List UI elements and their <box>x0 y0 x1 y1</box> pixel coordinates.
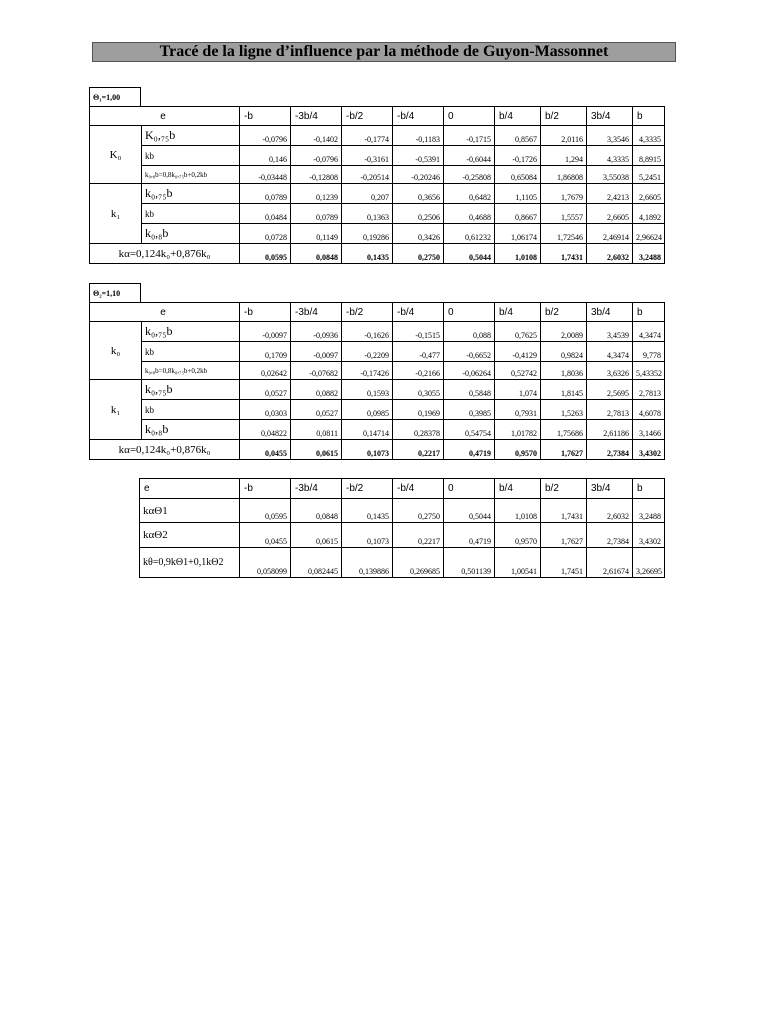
group-label-k0: k₀ <box>90 322 142 380</box>
col-header: b/4 <box>495 479 541 499</box>
cell: 1,8145 <box>541 380 587 400</box>
cell: 1,7627 <box>541 523 587 548</box>
cell: 3,55038 <box>587 166 633 184</box>
influence-table-theta-2 <box>89 302 665 460</box>
col-header: b/4 <box>495 107 541 126</box>
cell: 0,1435 <box>342 499 393 523</box>
cell: 0,4719 <box>444 440 495 460</box>
col-header-e: e <box>140 479 240 499</box>
cell: 0,1709 <box>240 342 291 362</box>
table-row <box>90 362 665 380</box>
cell: -0,1726 <box>495 146 541 166</box>
cell: 2,6605 <box>633 184 665 204</box>
cell: 0,0985 <box>342 400 393 420</box>
cell: 3,26695 <box>633 548 665 578</box>
cell: 1,294 <box>541 146 587 166</box>
table-row <box>140 548 665 578</box>
cell: 0,5044 <box>444 499 495 523</box>
ktheta-row <box>90 244 665 264</box>
cell: 1,01782 <box>495 420 541 440</box>
ktheta-row <box>90 440 665 460</box>
cell: 0,4688 <box>444 204 495 224</box>
theta-1-label: Θ₁=1,00 <box>89 87 141 107</box>
row-label: k₀,₈b <box>142 420 240 440</box>
cell: 2,46914 <box>587 224 633 244</box>
cell: 0,1239 <box>291 184 342 204</box>
cell: 2,6032 <box>587 244 633 264</box>
cell: -0,06264 <box>444 362 495 380</box>
cell: -0,12808 <box>291 166 342 184</box>
cell: 2,6605 <box>587 204 633 224</box>
row-label: K₀,₇₅b <box>142 126 240 146</box>
col-header: 3b/4 <box>587 303 633 322</box>
cell: -0,1715 <box>444 126 495 146</box>
cell: 0,02642 <box>240 362 291 380</box>
cell: 1,5557 <box>541 204 587 224</box>
cell: 0,4719 <box>444 523 495 548</box>
cell: 0,8567 <box>495 126 541 146</box>
cell: 0,0848 <box>291 499 342 523</box>
col-header: 3b/4 <box>587 479 633 499</box>
cell: 0,0789 <box>240 184 291 204</box>
cell: 2,6032 <box>587 499 633 523</box>
cell: 0,088 <box>444 322 495 342</box>
cell: -0,0796 <box>291 146 342 166</box>
col-header-e: e <box>90 303 240 322</box>
cell: 3,4302 <box>633 523 665 548</box>
cell: -0,1626 <box>342 322 393 342</box>
table-row <box>90 166 665 184</box>
cell: 1,0108 <box>495 244 541 264</box>
row-label: k₀,₈b=0,8k₀,₇₅b+0,2kb <box>142 362 240 380</box>
cell: 2,0116 <box>541 126 587 146</box>
header-row <box>90 107 665 126</box>
cell: 0,1073 <box>342 523 393 548</box>
cell: -0,20514 <box>342 166 393 184</box>
cell: -0,1774 <box>342 126 393 146</box>
influence-table-theta-1 <box>89 106 665 264</box>
cell: 4,6078 <box>633 400 665 420</box>
theta-2-label: Θ₂=1,10 <box>89 283 141 303</box>
col-header: -b/4 <box>393 107 444 126</box>
cell: 4,3474 <box>587 342 633 362</box>
cell: 0,19286 <box>342 224 393 244</box>
header-row <box>90 303 665 322</box>
cell: 2,61186 <box>587 420 633 440</box>
cell: 2,7813 <box>633 380 665 400</box>
cell: 0,0303 <box>240 400 291 420</box>
cell: 1,7679 <box>541 184 587 204</box>
col-header: b/4 <box>495 303 541 322</box>
col-header: 3b/4 <box>587 107 633 126</box>
cell: 0,2217 <box>393 523 444 548</box>
col-header: -b <box>240 107 291 126</box>
col-header: -b <box>240 303 291 322</box>
table-row <box>140 499 665 523</box>
cell: 1,0108 <box>495 499 541 523</box>
cell: 8,8915 <box>633 146 665 166</box>
cell: 1,7451 <box>541 548 587 578</box>
cell: 0,0615 <box>291 440 342 460</box>
cell: 4,3474 <box>633 322 665 342</box>
cell: 0,501139 <box>444 548 495 578</box>
cell: -0,1183 <box>393 126 444 146</box>
cell: 0,058099 <box>240 548 291 578</box>
cell: 0,7625 <box>495 322 541 342</box>
cell: 2,96624 <box>633 224 665 244</box>
cell: 1,7431 <box>541 499 587 523</box>
table-row <box>90 146 665 166</box>
table-row <box>90 126 665 146</box>
cell: 5,2451 <box>633 166 665 184</box>
row-label: k₀,₈b=0,8k₀,₇₅b+0,2kb <box>142 166 240 184</box>
combination-table <box>139 478 665 578</box>
col-header: b/2 <box>541 303 587 322</box>
ktheta-label: kα=0,124k₀+0,876k₀ <box>90 440 240 460</box>
cell: 2,4213 <box>587 184 633 204</box>
cell: -0,5391 <box>393 146 444 166</box>
cell: 3,4539 <box>587 322 633 342</box>
cell: -0,0097 <box>240 322 291 342</box>
row-label: k₀,₈b <box>142 224 240 244</box>
cell: 0,9570 <box>495 523 541 548</box>
cell: 0,139886 <box>342 548 393 578</box>
cell: 0,0527 <box>240 380 291 400</box>
cell: 0,1969 <box>393 400 444 420</box>
cell: 4,1892 <box>633 204 665 224</box>
cell: 0,2750 <box>393 244 444 264</box>
cell: 0,1073 <box>342 440 393 460</box>
cell: 1,7627 <box>541 440 587 460</box>
cell: -0,1515 <box>393 322 444 342</box>
cell: 0,0484 <box>240 204 291 224</box>
row-label: kθ=0,9kΘ1+0,1kΘ2 <box>140 548 240 578</box>
cell: 1,86808 <box>541 166 587 184</box>
cell: 0,61232 <box>444 224 495 244</box>
cell: 0,0811 <box>291 420 342 440</box>
cell: 0,207 <box>342 184 393 204</box>
cell: 2,7813 <box>587 400 633 420</box>
cell: 0,0882 <box>291 380 342 400</box>
cell: 0,1363 <box>342 204 393 224</box>
cell: 0,52742 <box>495 362 541 380</box>
cell: 1,06174 <box>495 224 541 244</box>
cell: -0,07682 <box>291 362 342 380</box>
row-label: kb <box>142 342 240 362</box>
col-header: b <box>633 479 665 499</box>
cell: -0,2166 <box>393 362 444 380</box>
table-row <box>90 420 665 440</box>
cell: 0,0789 <box>291 204 342 224</box>
col-header: 0 <box>444 479 495 499</box>
cell: 0,3656 <box>393 184 444 204</box>
cell: 2,61674 <box>587 548 633 578</box>
cell: 3,6326 <box>587 362 633 380</box>
cell: 0,3426 <box>393 224 444 244</box>
col-header: -b/2 <box>342 479 393 499</box>
cell: 4,3335 <box>587 146 633 166</box>
row-label: k₀,₇₅b <box>142 184 240 204</box>
row-label: kαΘ1 <box>140 499 240 523</box>
cell: 3,1466 <box>633 420 665 440</box>
table-row <box>90 184 665 204</box>
row-label: kb <box>142 400 240 420</box>
cell: 0,14714 <box>342 420 393 440</box>
col-header: -b/2 <box>342 303 393 322</box>
group-label-k1: k₁ <box>90 380 142 440</box>
cell: 1,7431 <box>541 244 587 264</box>
cell: 0,146 <box>240 146 291 166</box>
cell: 0,04822 <box>240 420 291 440</box>
cell: 0,9824 <box>541 342 587 362</box>
page-title: Tracé de la ligne d’influence par la méthode de Guyon-Massonnet <box>92 42 676 62</box>
cell: 2,7384 <box>587 440 633 460</box>
cell: 2,5695 <box>587 380 633 400</box>
cell: 3,2488 <box>633 499 665 523</box>
cell: 0,8667 <box>495 204 541 224</box>
cell: 2,0089 <box>541 322 587 342</box>
cell: 1,074 <box>495 380 541 400</box>
cell: -0,1402 <box>291 126 342 146</box>
group-label-k1: k₁ <box>90 184 142 244</box>
cell: 0,0848 <box>291 244 342 264</box>
row-label: kb <box>142 146 240 166</box>
col-header-e: e <box>90 107 240 126</box>
col-header: -b/4 <box>393 303 444 322</box>
cell: 1,75686 <box>541 420 587 440</box>
cell: -0,3161 <box>342 146 393 166</box>
table-row <box>140 523 665 548</box>
cell: 0,7931 <box>495 400 541 420</box>
cell: 0,9570 <box>495 440 541 460</box>
cell: 0,0615 <box>291 523 342 548</box>
cell: -0,0097 <box>291 342 342 362</box>
cell: 0,3055 <box>393 380 444 400</box>
col-header: b <box>633 107 665 126</box>
cell: -0,2209 <box>342 342 393 362</box>
cell: 0,0595 <box>240 244 291 264</box>
cell: 0,6482 <box>444 184 495 204</box>
col-header: b <box>633 303 665 322</box>
cell: 1,00541 <box>495 548 541 578</box>
cell: -0,4129 <box>495 342 541 362</box>
cell: 0,2217 <box>393 440 444 460</box>
cell: -0,6044 <box>444 146 495 166</box>
group-label-k0: K₀ <box>90 126 142 184</box>
col-header: 0 <box>444 303 495 322</box>
table-row <box>90 224 665 244</box>
cell: 0,269685 <box>393 548 444 578</box>
cell: 0,5848 <box>444 380 495 400</box>
cell: 0,3985 <box>444 400 495 420</box>
cell: 0,0728 <box>240 224 291 244</box>
col-header: 0 <box>444 107 495 126</box>
col-header: -3b/4 <box>291 107 342 126</box>
col-header: b/2 <box>541 107 587 126</box>
cell: 0,082445 <box>291 548 342 578</box>
row-label: kαΘ2 <box>140 523 240 548</box>
table-row <box>90 204 665 224</box>
row-label: kb <box>142 204 240 224</box>
cell: 2,7384 <box>587 523 633 548</box>
cell: -0,17426 <box>342 362 393 380</box>
cell: 0,1593 <box>342 380 393 400</box>
cell: 0,65084 <box>495 166 541 184</box>
cell: 0,2750 <box>393 499 444 523</box>
cell: 3,2488 <box>633 244 665 264</box>
cell: 0,5044 <box>444 244 495 264</box>
col-header: -b/2 <box>342 107 393 126</box>
col-header: -b/4 <box>393 479 444 499</box>
col-header: -3b/4 <box>291 479 342 499</box>
header-row <box>140 479 665 499</box>
cell: 1,8036 <box>541 362 587 380</box>
table-row <box>90 380 665 400</box>
cell: 0,54754 <box>444 420 495 440</box>
cell: 0,28378 <box>393 420 444 440</box>
cell: 4,3335 <box>633 126 665 146</box>
cell: 3,4302 <box>633 440 665 460</box>
row-label: k₀,₇₅b <box>142 380 240 400</box>
cell: 0,0455 <box>240 523 291 548</box>
cell: 5,43352 <box>633 362 665 380</box>
col-header: b/2 <box>541 479 587 499</box>
cell: 0,0527 <box>291 400 342 420</box>
cell: 1,72546 <box>541 224 587 244</box>
cell: 9,778 <box>633 342 665 362</box>
cell: -0,03448 <box>240 166 291 184</box>
cell: -0,0796 <box>240 126 291 146</box>
col-header: -b <box>240 479 291 499</box>
cell: 0,2506 <box>393 204 444 224</box>
cell: -0,6652 <box>444 342 495 362</box>
col-header: -3b/4 <box>291 303 342 322</box>
cell: 0,0455 <box>240 440 291 460</box>
cell: -0,25808 <box>444 166 495 184</box>
cell: 3,3546 <box>587 126 633 146</box>
cell: 0,1435 <box>342 244 393 264</box>
cell: -0,20246 <box>393 166 444 184</box>
table-row <box>90 342 665 362</box>
row-label: k₀,₇₅b <box>142 322 240 342</box>
table-row <box>90 322 665 342</box>
cell: 0,0595 <box>240 499 291 523</box>
cell: 1,1105 <box>495 184 541 204</box>
cell: -0,477 <box>393 342 444 362</box>
ktheta-label: kα=0,124k₀+0,876k₀ <box>90 244 240 264</box>
cell: 1,5263 <box>541 400 587 420</box>
table-row <box>90 400 665 420</box>
cell: -0,0936 <box>291 322 342 342</box>
cell: 0,1149 <box>291 224 342 244</box>
